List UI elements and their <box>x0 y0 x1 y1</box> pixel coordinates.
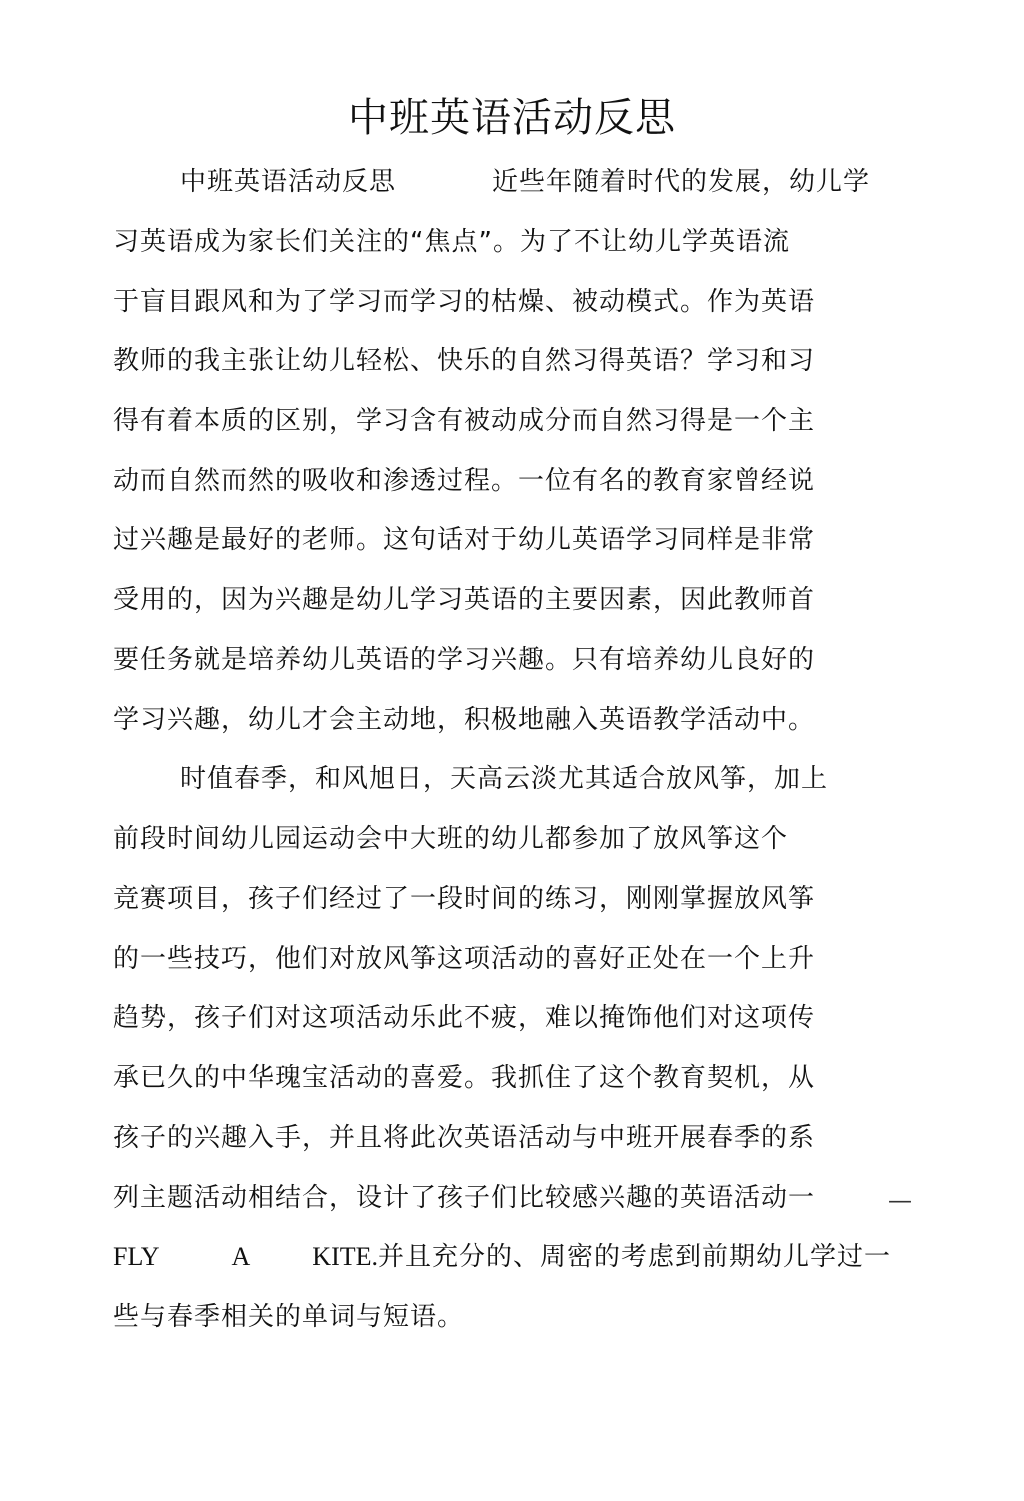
kite-word-kite: KITE. <box>312 1242 378 1271</box>
paragraph-line-16: 承已久的中华瑰宝活动的喜爱。我抓住了这个教育契机，从 <box>113 1063 816 1093</box>
inline-heading: 中班英语活动反思 <box>180 167 397 197</box>
paragraph-line-4: 教师的我主张让幼儿轻松、快乐的自然习得英语？学习和习 <box>113 346 816 376</box>
paragraph-line-19 <box>113 1240 891 1274</box>
kite-word-a: A <box>231 1242 251 1271</box>
paragraph-line-20: 些与春季相关的单词与短语。 <box>113 1302 465 1332</box>
paragraph-line-10: 学习兴趣，幼儿才会主动地，积极地融入英语教学活动中。 <box>113 705 816 735</box>
line-text: 近些年随着时代的发展，幼儿学 <box>492 167 871 197</box>
paragraph-line-14: 的一些技巧，他们对放风筝这项活动的喜好正处在一个上升 <box>113 944 816 974</box>
paragraph-line-15: 趋势，孩子们对这项活动乐此不疲，难以掩饰他们对这项传 <box>113 1003 816 1033</box>
paragraph-line-3: 于盲目跟风和为了学习而学习的枯燥、被动模式。作为英语 <box>113 287 816 317</box>
paragraph-line-9: 要任务就是培养幼儿英语的学习兴趣。只有培养幼儿良好的 <box>113 645 816 675</box>
page-title: 中班英语活动反思 <box>348 95 676 141</box>
line-text: 并且充分的、周密的考虑到前期幼儿学过一 <box>378 1242 892 1272</box>
paragraph-line-1 <box>180 165 870 199</box>
paragraph-line-18: 列主题活动相结合，设计了孩子们比较感兴趣的英语活动一 <box>113 1183 816 1213</box>
paragraph-line-7: 过兴趣是最好的老师。这句话对于幼儿英语学习同样是非常 <box>113 525 816 555</box>
paragraph-line-12: 前段时间幼儿园运动会中大班的幼儿都参加了放风筝这个 <box>113 824 789 854</box>
paragraph-line-6: 动而自然而然的吸收和渗透过程。一位有名的教育家曾经说 <box>113 466 816 496</box>
em-dash: — <box>888 1186 912 1214</box>
paragraph-line-8: 受用的，因为兴趣是幼儿学习英语的主要因素，因此教师首 <box>113 585 816 615</box>
paragraph-line-2: 习英语成为家长们关注的“焦点”。为了不让幼儿学英语流 <box>113 227 790 257</box>
paragraph-line-13: 竞赛项目，孩子们经过了一段时间的练习，刚刚掌握放风筝 <box>113 884 816 914</box>
paragraph-line-11: 时值春季，和风旭日，天高云淡尤其适合放风筝，加上 <box>180 764 829 794</box>
paragraph-line-5: 得有着本质的区别，学习含有被动成分而自然习得是一个主 <box>113 406 816 436</box>
paragraph-line-17: 孩子的兴趣入手，并且将此次英语活动与中班开展春季的系 <box>113 1123 816 1153</box>
kite-word-fly: FLY <box>113 1242 160 1271</box>
